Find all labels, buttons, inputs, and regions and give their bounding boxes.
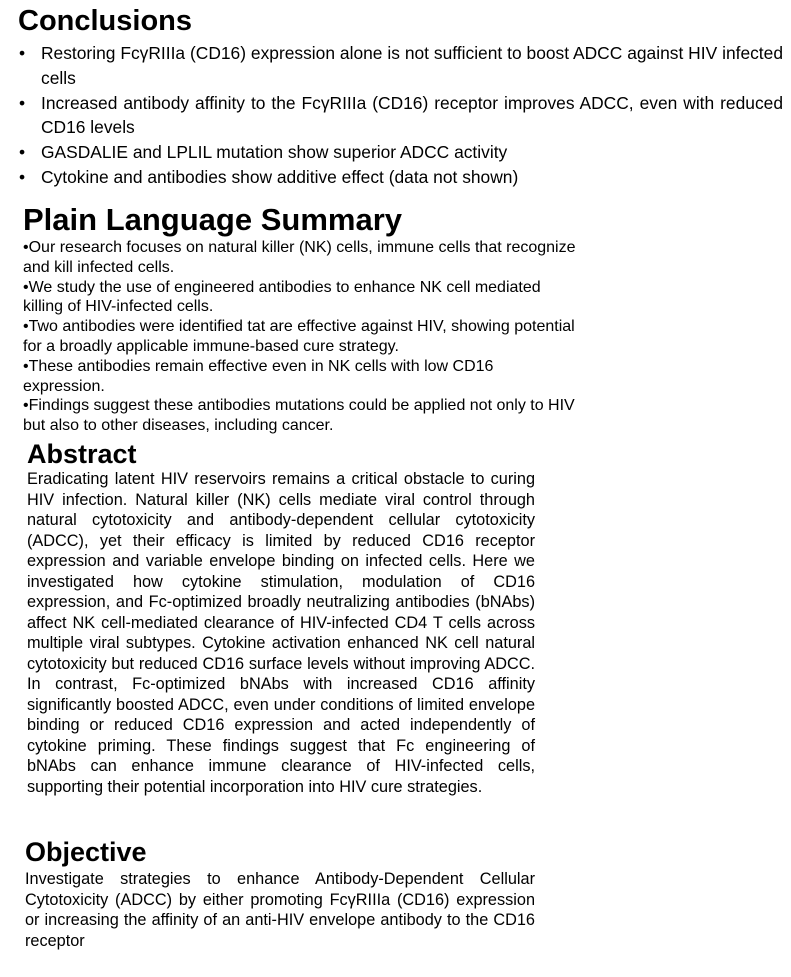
conclusions-section <box>18 4 783 190</box>
summary-line: •We study the use of engineered antibodies to enhance NK cell mediated <box>23 278 541 296</box>
conclusions-list <box>18 41 783 190</box>
summary-line: •Our research focuses on natural killer (NK) cells, immune cells that recognize <box>23 239 576 256</box>
summary-line: for a broadly applicable immune-based cure strategy. <box>23 337 399 355</box>
conclusion-text: Cytokine and antibodies show additive effect (data not shown) <box>41 167 519 187</box>
conclusion-item <box>18 165 783 190</box>
objective-text: Investigate strategies to enhance Antibody-Dependent Cellular Cytotoxicity (ADCC) by either promoting FcγRIIIa (CD16) expression or increasing the affinity of an anti-HIV envelope antibody to the CD16 receptor <box>25 870 535 950</box>
summary-line: and kill infected cells. <box>23 258 175 276</box>
bullet-marker: • <box>19 43 26 63</box>
conclusion-text: GASDALIE and LPLIL mutation show superior ADCC activity <box>41 142 508 162</box>
summary-line: but also to other diseases, including cancer. <box>23 417 334 435</box>
abstract-heading: Abstract <box>27 439 137 469</box>
conclusions-heading: Conclusions <box>18 5 193 37</box>
plain-language-summary-text <box>23 238 603 436</box>
conclusion-text: Increased antibody affinity to the FcγRIIIa (CD16) receptor improves ADCC, even with reduced CD16 levels <box>41 92 783 137</box>
summary-line: •These antibodies remain effective even in NK cells with low CD16 <box>23 357 494 375</box>
objective-heading: Objective <box>25 837 147 867</box>
abstract-section <box>27 439 535 797</box>
abstract-text: Eradicating latent HIV reservoirs remains a critical obstacle to curing HIV infection. Natural killer (NK) cells mediate viral control through natural cytotoxicity and antibody-dependent cellular cytotoxicity (ADCC), yet their efficacy is limited by reduced CD16 receptor expression and variable envelope binding on infected cells. Here we investigated how cytokine stimulation, modulation of CD16 expression, and Fc-optimized broadly neutralizing antibodies (bNAbs) affect NK cell-mediated clearance of HIV-infected CD4 T cells across multiple viral subtypes. Cytokine activation enhanced NK cell natural cytotoxicity but reduced CD16 surface levels without improving ADCC. In contrast, Fc-optimized bNAbs with increased CD16 affinity significantly boosted ADCC, even under conditions of limited envelope binding or reduced CD16 expression and acted independently of cytokine priming. These findings suggest that Fc engineering of bNAbs can enhance immune clearance of HIV-infected cells, supporting their potential incorporation into HIV cure strategies. <box>27 470 535 796</box>
conclusion-item <box>18 41 783 90</box>
plain-language-summary-heading: Plain Language Summary <box>23 202 402 237</box>
objective-section <box>25 836 535 951</box>
conclusion-text: Restoring FcγRIIIa (CD16) expression alone is not sufficient to boost ADCC against HIV infected cells <box>41 43 783 88</box>
conclusion-item <box>18 140 783 165</box>
summary-line: expression. <box>23 377 105 395</box>
summary-line: •Two antibodies were identified tat are effective against HIV, showing potential <box>23 318 575 336</box>
plain-language-summary-section <box>23 201 603 436</box>
summary-line: killing of HIV-infected cells. <box>23 298 214 316</box>
conclusion-item <box>18 91 783 140</box>
summary-line: •Findings suggest these antibodies mutations could be applied not only to HIV <box>23 397 575 415</box>
bullet-marker: • <box>19 142 26 162</box>
bullet-marker: • <box>19 92 26 113</box>
bullet-marker: • <box>19 167 26 187</box>
